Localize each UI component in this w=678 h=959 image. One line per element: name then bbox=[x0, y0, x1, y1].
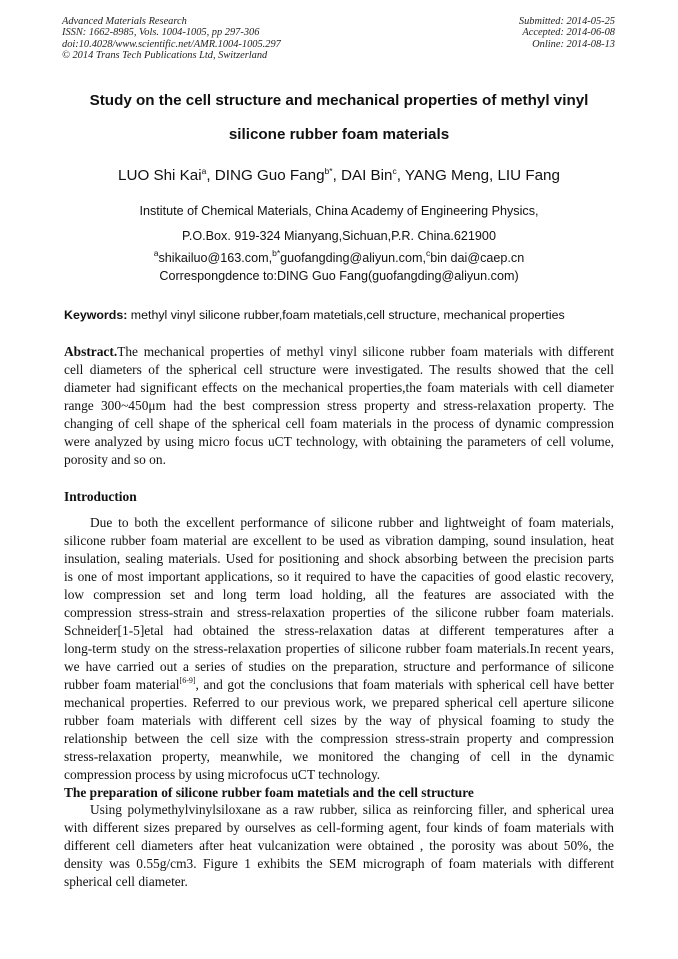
prep-line: spherical cell diameter. bbox=[64, 874, 188, 889]
author-3-mark: c bbox=[392, 166, 397, 176]
paper-title-line-2: silicone rubber foam materials bbox=[228, 126, 450, 143]
keywords bbox=[64, 308, 624, 322]
preparation-paragraph bbox=[64, 801, 614, 891]
author-list bbox=[40, 167, 638, 184]
journal-name: Advanced Materials Research bbox=[62, 16, 187, 27]
author-2-mark: b* bbox=[324, 166, 333, 176]
accepted-date: Accepted: 2014-06-08 bbox=[522, 27, 615, 39]
intro-line: low compression set and long term load holding, all the features are associated with the bbox=[64, 587, 614, 602]
abstract-line: were analyzed by using micro focus uCT technology, with obtaining the parameters of cell volume, bbox=[64, 434, 614, 449]
prep-line: density was 0.55g/cm3. Figure 1 exhibits the SEM micrograph of foam materials with different bbox=[64, 856, 614, 871]
author-2: , DING Guo Fang bbox=[206, 167, 325, 184]
email-c-mark: c bbox=[425, 248, 431, 258]
email-b: guofangding@aliyun.com, bbox=[280, 251, 426, 265]
intro-line: relationship between the cell size with the compression stress-strain property and compression bbox=[64, 731, 614, 746]
paper-title-line-1: Study on the cell structure and mechanical properties of methyl vinyl bbox=[89, 92, 589, 109]
submitted-date: Submitted: 2014-05-25 bbox=[518, 16, 615, 27]
intro-line: Due to both the excellent performance of silicone rubber and lightweight of foam materials, bbox=[90, 515, 614, 530]
keywords-text: methyl vinyl silicone rubber,foam matetials,cell structure, mechanical properties bbox=[127, 308, 565, 322]
intro-line: rubber foam material[6-9], and got the conclusions that foam materials with spherical cell have better bbox=[64, 676, 614, 692]
intro-line: we have carried out a series of studies on the preparation, structure and performance of silicone bbox=[64, 659, 614, 674]
prep-line: different cell diameters after heat vulcanization were obtained , the porosity was about 50%, the bbox=[64, 838, 614, 853]
correspondence-line: Correspongdence to:DING Guo Fang(guofangding@aliyun.com) bbox=[159, 269, 519, 283]
prep-line: with different sizes prepared by ourselves as cell-forming agent, four kinds of foam materials with bbox=[64, 820, 614, 835]
affiliation-line-2: P.O.Box. 919-324 Mianyang,Sichuan,P.R. China.621900 bbox=[182, 229, 496, 243]
abstract-line: range 300~450μm had the best compression stress property and stress-relaxation property. The bbox=[64, 398, 614, 413]
abstract-paragraph bbox=[64, 343, 614, 469]
abstract-line: Abstract.The mechanical properties of methyl vinyl silicone rubber foam materials with different bbox=[64, 344, 614, 359]
publication-dates bbox=[519, 16, 615, 50]
online-date: Online: 2014-08-13 bbox=[532, 38, 615, 50]
intro-line: is one of most important applications, so it required to have the capacities of good elastic recovery, bbox=[64, 569, 614, 584]
author-1: LUO Shi Kai bbox=[118, 167, 202, 184]
citation-mark: [6-9] bbox=[179, 676, 196, 685]
copyright-line: © 2014 Trans Tech Publications Ltd, Switzerland bbox=[62, 50, 268, 62]
email-a: shikailuo@163.com, bbox=[158, 251, 273, 265]
author-3: , DAI Bin bbox=[332, 167, 393, 184]
abstract-label: Abstract. bbox=[64, 344, 118, 359]
introduction-paragraph bbox=[64, 514, 614, 784]
introduction-heading: Introduction bbox=[64, 489, 137, 504]
intro-line: long-term study on the stress-relaxation properties of silicone rubber foam materials.In recent years, bbox=[64, 641, 614, 656]
abstract-line: changing of cell shape of the spherical cell foam materials in the process of dynamic compression bbox=[64, 416, 614, 431]
affiliation-line-1: Institute of Chemical Materials, China Academy of Engineering Physics, bbox=[139, 204, 539, 218]
issn-line: ISSN: 1662-8985, Vols. 1004-1005, pp 297-306 bbox=[62, 27, 260, 39]
intro-line: insulation, sealing materials. Used for positioning and shock absorbing between the precision parts bbox=[64, 551, 614, 566]
email-c: bin dai@caep.cn bbox=[430, 251, 525, 265]
preparation-heading: The preparation of silicone rubber foam matetials and the cell structure bbox=[64, 785, 474, 800]
intro-line: compression process by using microfocus uCT technology. bbox=[64, 767, 381, 782]
keywords-label: Keywords: bbox=[64, 308, 128, 322]
intro-line: rubber foam materials with different cell sizes by the way of physical foaming to study the bbox=[64, 713, 614, 728]
prep-line: Using polymethylvinylsiloxane as a raw rubber, silica as reinforcing filler, and spherical urea bbox=[90, 802, 614, 817]
intro-line: compression stress-strain and stress-relaxation properties of the silicone rubber foam materials. bbox=[64, 605, 614, 620]
abstract-line: porosity and so on. bbox=[64, 452, 166, 467]
intro-line: stress-relaxation property, meanwhile, we monitored the changing of cell in the dynamic bbox=[64, 749, 614, 764]
abstract-line: diameter had significant effects on the mechanical properties,the foam materials with cell diameter bbox=[64, 380, 614, 395]
intro-line: silicone rubber foam material are excellent to be used as vibration damping, sound insulation, heat bbox=[64, 533, 614, 548]
email-line bbox=[40, 248, 638, 265]
doi-line: doi:10.4028/www.scientific.net/AMR.1004-1005.297 bbox=[62, 38, 281, 50]
abstract-line: cell diameters of the spherical cell structure were investigated. The results showed that the cell bbox=[64, 362, 614, 377]
email-a-mark: a bbox=[153, 248, 159, 258]
author-4-5: , YANG Meng, LIU Fang bbox=[396, 167, 560, 184]
email-b-mark: b* bbox=[272, 248, 281, 258]
intro-line: mechanical properties. Referred to our previous work, we prepared spherical cell aperture silicone bbox=[64, 695, 614, 710]
author-1-mark: a bbox=[201, 166, 207, 176]
intro-line: Schneider[1-5]etal had obtained the stress-relaxation datas at different temperatures after a bbox=[64, 623, 614, 638]
journal-info bbox=[62, 16, 281, 62]
